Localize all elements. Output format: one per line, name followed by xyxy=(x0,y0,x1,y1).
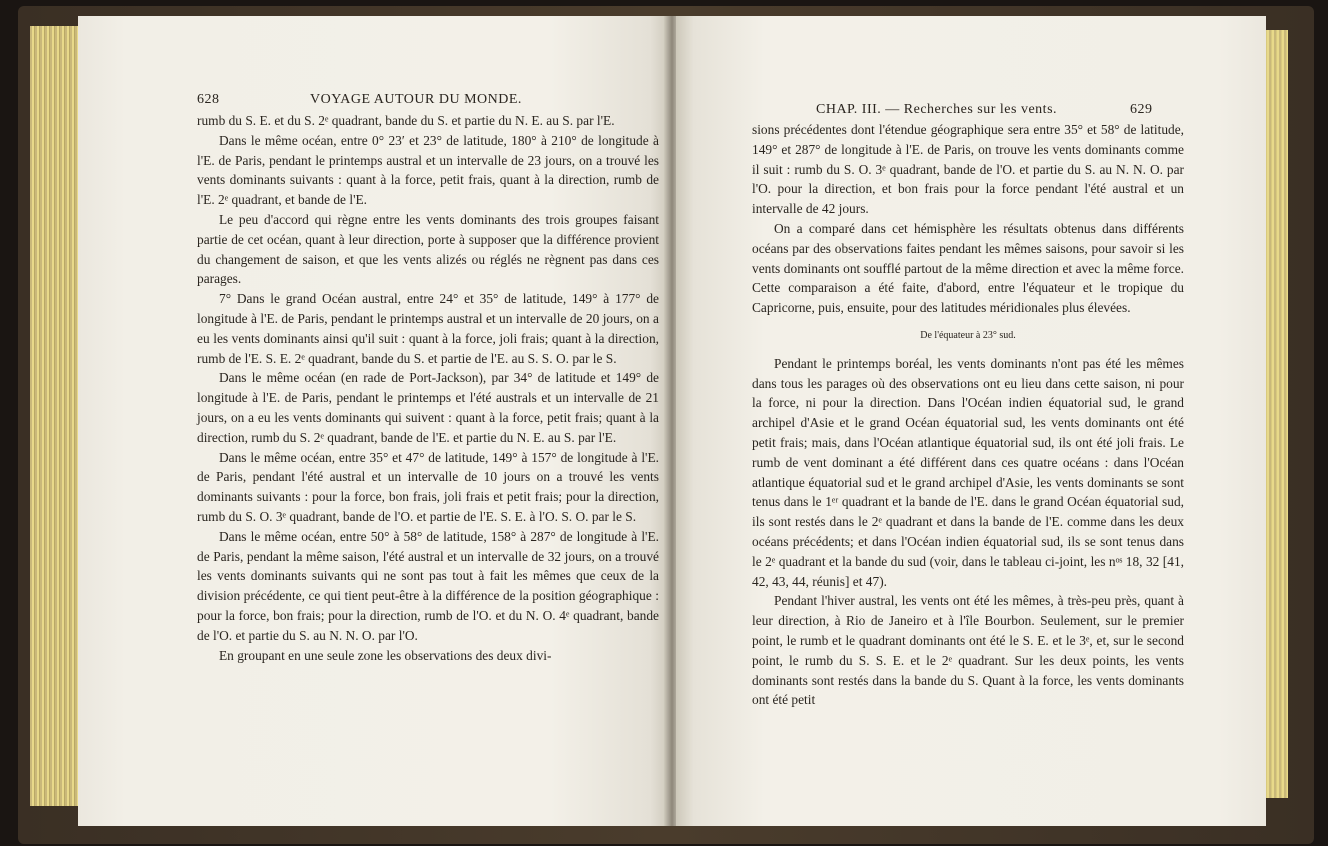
paragraph: Dans le même océan, entre 35° et 47° de latitude, 149° à 157° de longitude à l'E. de Paris, pendant l'été austral et un intervalle de 10 jours on a trouvé les vents dominants suivants : pour la force, bon frais, joli frais et petit frais; pour la direction, rumb du S. O. 3ᵉ quadrant, bande de l'O. et partie de l'E. S. E. à l'O. S. O. par le S. xyxy=(197,449,659,524)
paragraph: Dans le même océan, entre 50° à 58° de latitude, 158° à 287° de longitude à l'E. de Paris, pendant la même saison, l'été austral et un intervalle de 32 jours, on a trouvé les vents dominants suivants qui ne sont pas tout à fait les mêmes que ceux de la division précédente, ce qui tient peut-être à la différence de la position géographique : pour la force, bon frais; pour la direction, rumb de l'O. et du N. O. 4ᵉ quadrant, bande de l'O. et partie du S. au N. N. O. par l'O. xyxy=(197,528,659,643)
paragraph: On a comparé dans cet hémisphère les résultats obtenus dans différents océans par des observations faites pendant les mêmes saisons, pour savoir si les vents dominants ont soufflé partout de la même direction et avec la même force. Cette comparaison a été faite, d'abord, entre l'équateur et le tropique du Capricorne, puis, ensuite, pour des latitudes méridionales plus élevées. xyxy=(752,220,1184,316)
right-page-number: 629 xyxy=(1130,102,1153,117)
left-page xyxy=(78,16,668,826)
paragraph: Dans le même océan, entre 0° 23′ et 23° de latitude, 180° à 210° de longitude à l'E. de Paris, pendant le printemps austral et un intervalle de 23 jours, on a trouvé les vents dominants suivants : quant à la force, petit frais, quant à la direction, rumb de l'E. 2ᵉ quadrant, et bande de l'E. xyxy=(197,132,659,208)
paragraph: Pendant le printemps boréal, les vents dominants n'ont pas été les mêmes dans tous les parages où des observations ont eu lieu dans cette saison, ni pour la force, ni pour la direction. Dans l'Océan indien équatorial sud, le grand archipel d'Asie et le grand Océan équatorial sud, les vents dominants ont été petit frais; mais, dans l'Océan atlantique équatorial sud, ils ont été joli frais. Le rumb de vent dominant a été différent dans ces quatre océans : dans l'Océan atlantique équatorial sud et le grand archipel d'Asie, les vents dominants se sont tenus dans le 1ᵉʳ quadrant et la bande de l'E. dans le grand Océan équatorial sud, ils sont restés dans le 2ᵉ quadrant et dans la bande de l'E. comme dans les deux océans précédents; et dans l'Océan indien équatorial sud, ils se sont tenus dans le 2ᵉ quadrant et la bande du sud (voir, dans le tableau ci-joint, les nᵒˢ 18, 32 [41, 42, 43, 44, réunis] et 47). xyxy=(752,355,1184,589)
paragraph: rumb du S. E. et du S. 2ᵉ quadrant, bande du S. et partie du N. E. au S. par l'E. xyxy=(197,113,615,128)
page-edges-left xyxy=(30,26,80,806)
paragraph: Pendant l'hiver austral, les vents ont été les mêmes, à très-peu près, quant à leur direction, à Rio de Janeiro et à l'île Bourbon. Seulement, sur le premier point, le rumb et le quadrant dominants ont été le S. E. et le 3ᵉ, et, sur le second point, le rumb du S. S. E. et le 2ᵉ quadrant. Sur les deux points, les vents dominants sont restés dans la bande du S. Quant à la force, les vents dominants ont été petit xyxy=(752,593,1184,708)
section-heading: De l'équateur à 23° sud. xyxy=(920,329,1016,341)
right-running-head: CHAP. III. — Recherches sur les vents. xyxy=(816,102,1058,117)
paragraph: Le peu d'accord qui règne entre les vents dominants des trois groupes faisant partie de cet océan, quant à leur direction, porte à supposer que la différence provient du changement de saison, et que les vents alizés ou réglés ne règnent pas dans ces parages. xyxy=(197,211,659,287)
right-page xyxy=(676,16,1266,826)
paragraph: 7° Dans le grand Océan austral, entre 24° et 35° de latitude, 149° à 177° de longitude à l'E. de Paris, pendant le printemps austral et un intervalle de 20 jours, on a eu les vents dominants ainsi qu'il suit : quant à la force, joli frais; quant à la direction, rumb de l'E. S. E. 2ᵉ quadrant, bande du S. et partie de l'E. au S. S. O. par le S. xyxy=(197,291,659,366)
right-body-text xyxy=(752,120,1184,710)
paragraph: Dans le même océan (en rade de Port-Jackson), par 34° de latitude et 149° de longitude à l'E. de Paris, pendant le printemps et l'été australs et un intervalle de 21 jours, on a eu les vents dominants qui suivent : quant à la force, petit frais; quant à la direction, rumb du S. 2ᵉ quadrant, bande de l'E. et partie du N. E. au S. par l'E. xyxy=(197,370,659,445)
left-body-text xyxy=(197,111,659,665)
left-running-head: VOYAGE AUTOUR DU MONDE. xyxy=(310,92,522,107)
left-page-number: 628 xyxy=(197,92,220,107)
paragraph: En groupant en une seule zone les observations des deux divi- xyxy=(219,647,552,663)
paragraph: sions précédentes dont l'étendue géographique sera entre 35° et 58° de latitude, 149° et 287° de longitude à l'E. de Paris, on trouve les vents dominants comme il suit : rumb du S. O. 3ᵉ quadrant, bande de l'O. et partie du S. au N. N. O. par l'O. pour la direction, et bon frais pour la force pendant l'été austral et un intervalle de 42 jours. xyxy=(752,122,1184,217)
